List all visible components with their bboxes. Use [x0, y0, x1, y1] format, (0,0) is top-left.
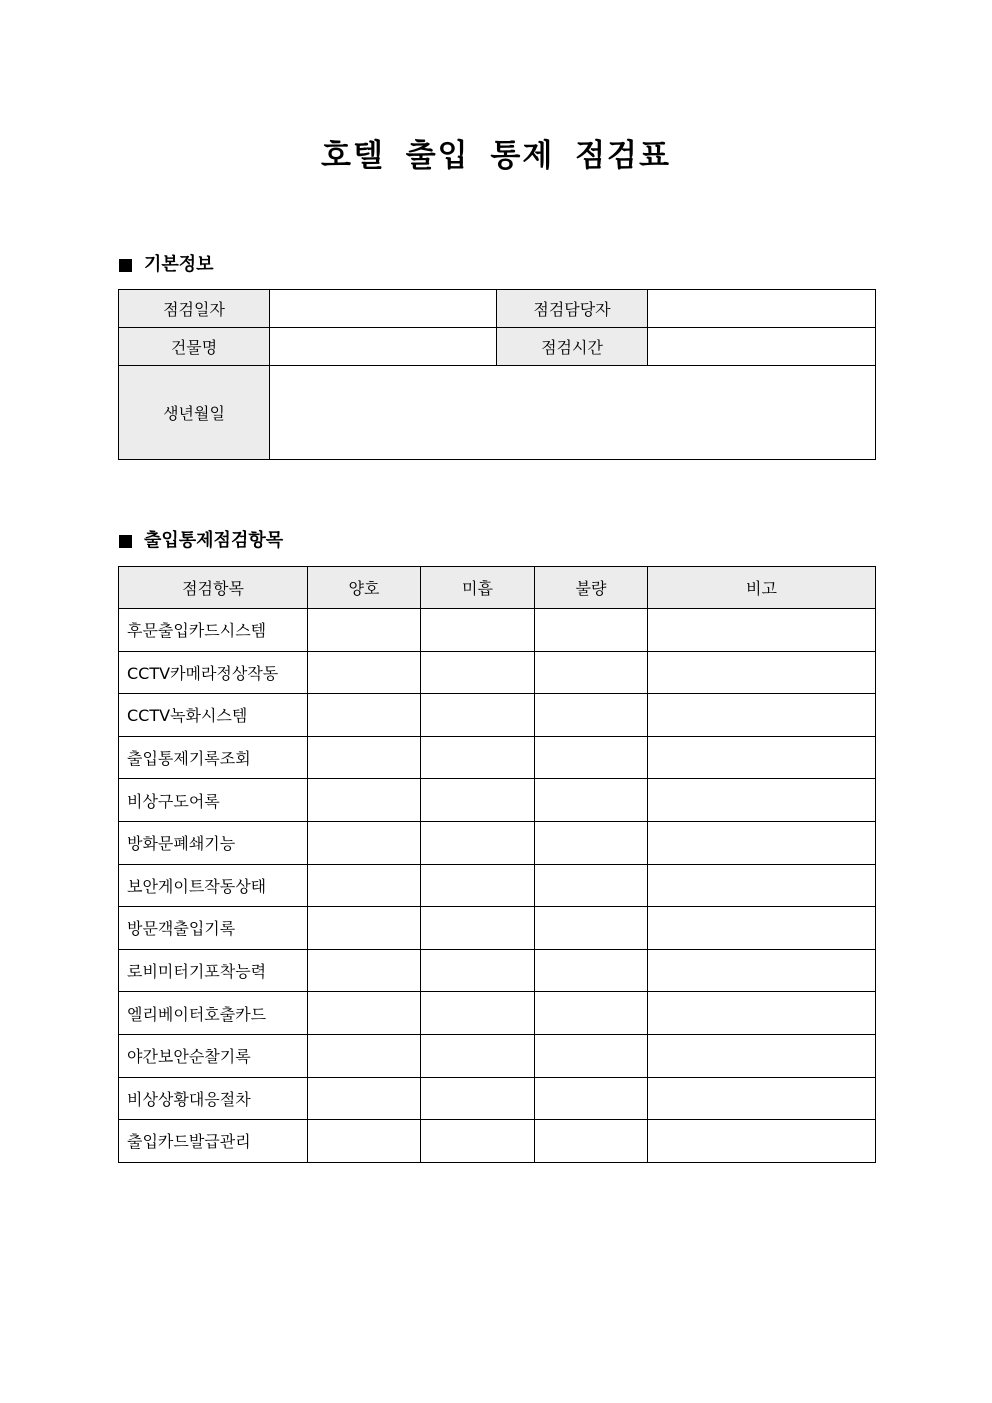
good-cell[interactable] [308, 1120, 421, 1163]
good-cell[interactable] [308, 779, 421, 822]
good-cell[interactable] [308, 864, 421, 907]
checklist-item-name: 로비미터기포착능력 [119, 949, 308, 992]
poor-cell[interactable] [535, 694, 648, 737]
checklist-item-name: CCTV카메라정상작동 [119, 651, 308, 694]
remarks-cell[interactable] [648, 949, 876, 992]
inspector-field[interactable] [648, 290, 876, 328]
poor-cell[interactable] [535, 1077, 648, 1120]
square-bullet-icon [119, 259, 132, 272]
building-label: 건물명 [119, 328, 270, 366]
insufficient-cell[interactable] [421, 821, 535, 864]
insufficient-cell[interactable] [421, 779, 535, 822]
remarks-cell[interactable] [648, 1077, 876, 1120]
poor-cell[interactable] [535, 864, 648, 907]
inspection-date-field[interactable] [270, 290, 497, 328]
checklist-item-name: 후문출입카드시스템 [119, 609, 308, 652]
basic-info-row [119, 366, 876, 460]
remarks-cell[interactable] [648, 907, 876, 950]
remarks-cell[interactable] [648, 779, 876, 822]
table-row [119, 1120, 876, 1163]
table-row [119, 779, 876, 822]
remarks-cell[interactable] [648, 821, 876, 864]
good-cell[interactable] [308, 736, 421, 779]
table-row [119, 736, 876, 779]
table-row [119, 821, 876, 864]
checklist-item-name: 비상상황대응절차 [119, 1077, 308, 1120]
checklist-table [118, 566, 876, 1163]
insufficient-cell[interactable] [421, 1034, 535, 1077]
checklist-item-name: 엘리베이터호출카드 [119, 992, 308, 1035]
column-header-remarks: 비고 [648, 567, 876, 609]
checklist-item-name: 야간보안순찰기록 [119, 1034, 308, 1077]
table-row [119, 992, 876, 1035]
checklist-item-name: CCTV녹화시스템 [119, 694, 308, 737]
square-bullet-icon [119, 535, 132, 548]
checklist-body [119, 609, 876, 1163]
insufficient-cell[interactable] [421, 864, 535, 907]
checklist-heading [119, 528, 283, 554]
document-title: 호텔 출입 통제 점검표 [321, 138, 671, 174]
basic-info-table [118, 289, 876, 460]
insufficient-cell[interactable] [421, 992, 535, 1035]
poor-cell[interactable] [535, 609, 648, 652]
remarks-cell[interactable] [648, 694, 876, 737]
checklist-item-name: 방화문폐쇄기능 [119, 821, 308, 864]
good-cell[interactable] [308, 694, 421, 737]
insufficient-cell[interactable] [421, 651, 535, 694]
checklist-heading-text: 출입통제점검항목 [144, 530, 284, 551]
good-cell[interactable] [308, 609, 421, 652]
checklist-item-name: 방문객출입기록 [119, 907, 308, 950]
basic-info-row [119, 290, 876, 328]
basic-info-row [119, 328, 876, 366]
basic-info-heading-text: 기본정보 [144, 254, 214, 275]
column-header-item: 점검항목 [119, 567, 308, 609]
remarks-cell[interactable] [648, 609, 876, 652]
poor-cell[interactable] [535, 992, 648, 1035]
insufficient-cell[interactable] [421, 907, 535, 950]
table-row [119, 609, 876, 652]
table-row [119, 694, 876, 737]
remarks-cell[interactable] [648, 1034, 876, 1077]
checklist-item-name: 출입카드발급관리 [119, 1120, 308, 1163]
basic-info-heading [119, 252, 214, 278]
inspector-label: 점검담당자 [497, 290, 648, 328]
insufficient-cell[interactable] [421, 1120, 535, 1163]
good-cell[interactable] [308, 1077, 421, 1120]
column-header-poor: 불량 [535, 567, 648, 609]
table-row [119, 949, 876, 992]
table-row [119, 1034, 876, 1077]
insufficient-cell[interactable] [421, 1077, 535, 1120]
good-cell[interactable] [308, 821, 421, 864]
poor-cell[interactable] [535, 1120, 648, 1163]
poor-cell[interactable] [535, 907, 648, 950]
checklist-item-name: 비상구도어록 [119, 779, 308, 822]
table-row [119, 651, 876, 694]
good-cell[interactable] [308, 992, 421, 1035]
checklist-item-name: 출입통제기록조회 [119, 736, 308, 779]
good-cell[interactable] [308, 907, 421, 950]
poor-cell[interactable] [535, 821, 648, 864]
remarks-cell[interactable] [648, 992, 876, 1035]
building-field[interactable] [270, 328, 497, 366]
good-cell[interactable] [308, 1034, 421, 1077]
poor-cell[interactable] [535, 1034, 648, 1077]
birthdate-label: 생년월일 [119, 366, 270, 460]
poor-cell[interactable] [535, 736, 648, 779]
remarks-cell[interactable] [648, 864, 876, 907]
inspection-date-label: 점검일자 [119, 290, 270, 328]
table-row [119, 864, 876, 907]
poor-cell[interactable] [535, 949, 648, 992]
checklist-header-row [119, 567, 876, 609]
table-row [119, 1077, 876, 1120]
remarks-cell[interactable] [648, 736, 876, 779]
remarks-cell[interactable] [648, 1120, 876, 1163]
poor-cell[interactable] [535, 651, 648, 694]
insufficient-cell[interactable] [421, 694, 535, 737]
column-header-insufficient: 미흡 [421, 567, 535, 609]
inspection-time-label: 점검시간 [497, 328, 648, 366]
column-header-good: 양호 [308, 567, 421, 609]
good-cell[interactable] [308, 651, 421, 694]
checklist-item-name: 보안게이트작동상태 [119, 864, 308, 907]
good-cell[interactable] [308, 949, 421, 992]
inspection-time-field[interactable] [648, 328, 876, 366]
birthdate-field[interactable] [270, 366, 876, 460]
insufficient-cell[interactable] [421, 949, 535, 992]
insufficient-cell[interactable] [421, 736, 535, 779]
table-row [119, 907, 876, 950]
poor-cell[interactable] [535, 779, 648, 822]
insufficient-cell[interactable] [421, 609, 535, 652]
remarks-cell[interactable] [648, 651, 876, 694]
